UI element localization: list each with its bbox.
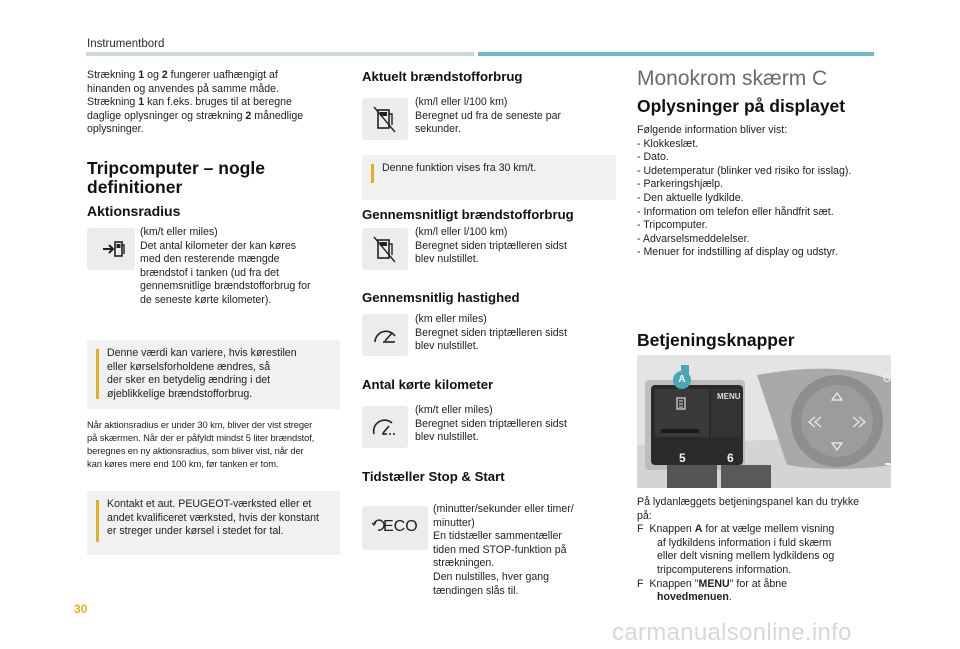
watermark: carmanualsonline.info (612, 619, 852, 646)
text-line: minutter) (433, 516, 475, 529)
list-item: - Advarselsmeddelelser. (637, 232, 750, 245)
bullet-text: . (728, 591, 732, 604)
note-text: Denne funktion vises fra 30 km/t. (382, 162, 537, 174)
note-marker (371, 164, 374, 183)
avg-consumption-heading: Gennemsnitligt brændstofforbrug (362, 207, 574, 222)
bullet-arrow-icon: F (637, 577, 644, 590)
list-item: - Udetemperatur (blinker ved risiko for isslag). (637, 164, 852, 177)
intro-line: oplysninger. (87, 123, 144, 136)
list-item: - Den aktuelle lydkilde. (637, 191, 744, 204)
text-line: beregnes en ny aktionsradius, som bliver vist, når der (87, 445, 304, 456)
text-line: (km/l eller l/100 km) (415, 96, 508, 108)
controls-heading: Betjeningsknapper (637, 330, 795, 350)
text-line: de seneste kørte kilometer). (140, 293, 272, 306)
header-rule-right (478, 52, 874, 56)
source-display-icon (675, 395, 689, 411)
range-footnote (87, 418, 349, 470)
range-heading: Aktionsradius (87, 203, 181, 219)
text-line: kan køres mere end 100 km, før tanken er tom. (87, 458, 279, 469)
text-line: Beregnet siden triptælleren sidst (415, 326, 567, 339)
text-line: Kontakt et aut. PEUGEOT-værksted eller et (107, 498, 312, 510)
current-consumption-text (415, 96, 615, 137)
text-line: på skærmen. Når der er påfyldt mindst 5 liter brændstof, (87, 432, 315, 443)
intro-line: hinanden og anvendes på samme måde. (87, 82, 279, 95)
fuel-pump-icon (362, 98, 408, 140)
text-line: er streger under kørsel i stedet for tal. (107, 525, 284, 538)
text-line: Denne værdi kan variere, hvis kørestilen (107, 347, 297, 359)
text-line: blev nulstillet. (415, 340, 479, 353)
range-icon (87, 228, 135, 270)
current-consumption-heading: Aktuelt brændstofforbrug (362, 69, 523, 84)
bullet-text: Knappen (649, 523, 695, 536)
text-line: (minutter/sekunder eller timer/ (433, 503, 574, 515)
text-line: på: (637, 509, 652, 522)
text-line: andet kvalificeret værksted, hvis der konstant (107, 511, 319, 524)
section-title: Instrumentbord (87, 38, 165, 50)
intro-paragraph (87, 69, 357, 137)
avg-speed-text (415, 313, 615, 354)
text-line: øjeblikkelige brændstofforbrug. (107, 387, 253, 400)
text-line: På lydanlæggets betjeningspanel kan du trykke (637, 496, 860, 508)
eco-label: ECO (383, 518, 418, 535)
info-note (87, 491, 340, 555)
range-description (140, 226, 340, 308)
display-list (637, 124, 927, 260)
distance-text (415, 404, 615, 445)
bullet-continuation: tripcomputerens information. (657, 563, 792, 576)
title-line: definitioner (87, 177, 183, 197)
eco-icon (362, 506, 428, 550)
display-heading: Oplysninger på displayet (637, 96, 846, 116)
distance-icon (362, 406, 408, 448)
key-6-label: 6 (727, 451, 734, 465)
text-line: strækningen. (433, 557, 495, 570)
bullet-continuation: eller delt visning mellem lydkildens og (657, 550, 835, 563)
text-line: Beregnet siden triptælleren sidst (415, 239, 567, 252)
text-line: sekunder. (415, 123, 461, 136)
text-line: der sker en betydelig ændring i det (107, 374, 271, 387)
list-item: - Information om telefon eller håndfrit sæt. (637, 205, 834, 218)
bullet-continuation: af lydkildens information i fuld skærm (657, 536, 832, 549)
note-marker (96, 500, 99, 542)
intro-line: Strækning 1 kan f.eks. bruges til at beregne (87, 96, 292, 109)
text-line: tiden med STOP-funktion på (433, 543, 567, 556)
mono-screen-title: Monokrom skærm C (637, 67, 828, 90)
control-panel-photo (637, 355, 891, 488)
text-line: Beregnet siden triptælleren sidst (415, 417, 567, 430)
controls-description (637, 496, 907, 605)
text-line: Når aktionsradius er under 30 km, bliver der vist streger (87, 419, 313, 430)
info-note (87, 340, 340, 409)
text-line: brændstof i tanken (ud fra det (140, 266, 279, 279)
bullet-text: " for at åbne (729, 577, 788, 590)
note-marker (96, 349, 99, 399)
text-line: med den resterende mængde (140, 253, 280, 266)
page-title (87, 159, 265, 197)
menu-key-label: MENU (717, 392, 741, 401)
bullet-arrow-icon: F (637, 523, 644, 536)
bullet-text: Knappen " (649, 577, 699, 590)
bullet-text: for at vælge mellem visning (702, 523, 835, 536)
bullet-key: MENU (698, 577, 730, 590)
text-line: (km/t eller miles) (415, 404, 493, 416)
text-line: blev nulstillet. (415, 431, 479, 444)
text-line: gennemsnitlige brændstofforbrug for (140, 280, 311, 293)
title-line: Tripcomputer – nogle (87, 158, 265, 178)
text-line: (km/t eller miles) (140, 226, 218, 238)
text-line: (km eller miles) (415, 313, 487, 325)
page-number: 30 (74, 602, 88, 616)
text-line: En tidstæller sammentæller (433, 530, 562, 543)
text-line: eller kørselsforholdene ændres, så (107, 360, 271, 373)
avg-consumption-text (415, 226, 615, 267)
bullet-item (637, 523, 907, 537)
text-line: tændingen slås til. (433, 584, 519, 597)
list-item: - Dato. (637, 151, 669, 164)
text-line: (km/l eller l/100 km) (415, 226, 508, 238)
stopstart-text (433, 503, 613, 598)
key-5-label: 5 (679, 451, 686, 465)
list-item: - Parkeringshjælp. (637, 178, 723, 191)
list-item: - Menuer for indstilling af display og udstyr. (637, 246, 838, 259)
note-text (107, 347, 297, 401)
text-line: Følgende information bliver vist: (637, 124, 788, 136)
fuel-pump-icon (362, 228, 408, 270)
intro-line: daglige oplysninger og strækning 2 månedlige (87, 109, 304, 122)
bullet-continuation (637, 591, 907, 605)
bullet-key: A (694, 523, 703, 536)
text-line: blev nulstillet. (415, 253, 479, 266)
header-rule-left (86, 52, 474, 56)
info-note (362, 155, 616, 200)
bullet-key: hovedmenuen (657, 591, 729, 604)
distance-heading: Antal kørte kilometer (362, 377, 494, 392)
text-line: Beregnet ud fra de seneste par (415, 109, 562, 122)
text-line: Den nulstilles, hver gang (433, 570, 550, 583)
note-text (107, 498, 319, 539)
list-item: - Tripcomputer. (637, 219, 708, 232)
bullet-item (637, 578, 907, 592)
avg-speed-heading: Gennemsnitlig hastighed (362, 290, 520, 305)
stopstart-heading: Tidstæller Stop & Start (362, 469, 505, 484)
edge-key-label: C (883, 373, 891, 385)
list-item: - Klokkeslæt. (637, 137, 699, 150)
text-line: Det antal kilometer der kan køres (140, 239, 297, 252)
intro-line: Strækning 1 og 2 fungerer uafhængigt af (87, 69, 278, 81)
speedometer-icon (362, 314, 408, 356)
button-a-badge: A (673, 371, 691, 389)
